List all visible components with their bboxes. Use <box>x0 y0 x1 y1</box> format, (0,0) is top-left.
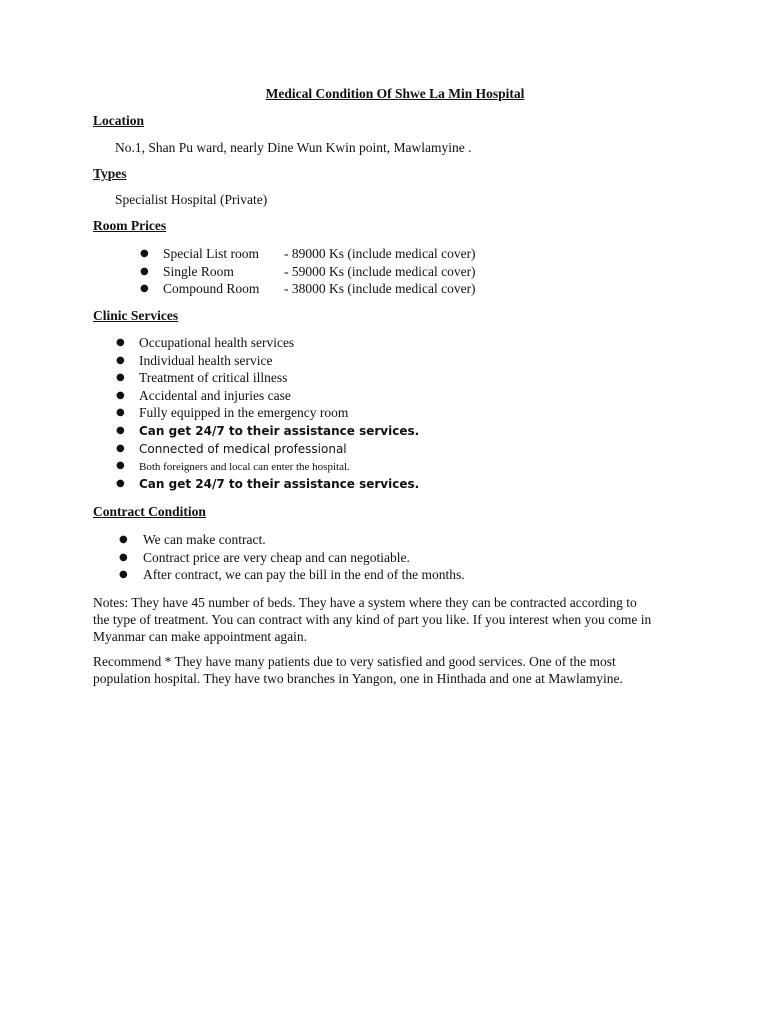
notes-paragraph: Notes: They have 45 number of beds. They have a system where they can be contracted according to the type of treatment. You can contract with any kind of part you like. If you interest when you come in Myanmar can make appointment again. <box>93 595 652 644</box>
list-item <box>116 387 419 405</box>
clinic-service-text: Occupational health services <box>139 335 295 350</box>
contract-condition-text: After contract, we can pay the bill in the end of the months. <box>143 567 465 583</box>
room-prices-heading: Room Prices <box>93 218 167 233</box>
contract-condition-text: We can make contract. <box>143 532 266 547</box>
room-prices-list <box>140 245 476 298</box>
contract-condition-text: Contract price are very cheap and can negotiable. <box>143 549 410 565</box>
types-heading: Types <box>93 166 127 181</box>
bullet-icon: ● <box>116 407 125 419</box>
bullet-icon: ● <box>116 460 125 472</box>
clinic-service-text: Can get 24/7 to their assistance services. <box>139 476 420 491</box>
room-name: Single Room <box>163 263 234 279</box>
clinic-service-text: Can get 24/7 to their assistance services. <box>139 423 420 438</box>
types-text: Specialist Hospital (Private) <box>115 192 268 207</box>
bullet-icon: ● <box>140 265 149 277</box>
bullet-icon: ● <box>116 337 125 348</box>
recommend-paragraph: Recommend * They have many patients due to very satisfied and good services. One of the most population hospital. They have two branches in Yangon, one in Hinthada and one at Mawlamyine. <box>93 654 623 686</box>
bullet-icon: ● <box>116 354 125 366</box>
list-item <box>119 566 465 584</box>
clinic-service-text: Connected of medical professional <box>139 441 347 456</box>
clinic-service-text: Accidental and injuries case <box>139 387 291 403</box>
clinic-service-text: Individual health service <box>139 352 273 368</box>
location-heading: Location <box>93 113 145 128</box>
list-item <box>116 334 419 352</box>
room-price: - 89000 Ks (include medical cover) <box>284 246 476 261</box>
bullet-icon: ● <box>119 551 128 563</box>
list-item <box>116 475 419 493</box>
room-price-item <box>140 245 476 263</box>
contract-condition-list <box>119 531 465 584</box>
room-price: - 38000 Ks (include medical cover) <box>284 281 476 297</box>
room-price: - 59000 Ks (include medical cover) <box>284 263 476 279</box>
contract-condition-heading: Contract Condition <box>93 504 206 519</box>
clinic-service-text: Fully equipped in the emergency room <box>139 405 349 421</box>
list-item <box>119 549 465 567</box>
room-name: Compound Room <box>163 281 260 297</box>
room-name: Special List room <box>163 246 259 261</box>
list-item <box>116 352 419 370</box>
bullet-icon: ● <box>140 283 149 295</box>
list-item <box>116 369 419 387</box>
list-item <box>116 422 419 440</box>
clinic-services-heading: Clinic Services <box>93 308 179 323</box>
clinic-services-list <box>116 334 419 492</box>
bullet-icon: ● <box>116 424 125 436</box>
bullet-icon: ● <box>116 477 125 489</box>
bullet-icon: ● <box>119 534 128 545</box>
list-item <box>116 440 419 458</box>
document-title: Medical Condition Of Shwe La Min Hospital <box>265 86 525 101</box>
bullet-icon: ● <box>116 389 125 401</box>
bullet-icon: ● <box>140 248 149 259</box>
list-item <box>116 457 419 475</box>
room-price-item <box>140 263 476 281</box>
bullet-icon: ● <box>116 442 125 454</box>
bullet-icon: ● <box>119 569 128 581</box>
list-item <box>119 531 465 549</box>
bullet-icon: ● <box>116 372 125 384</box>
room-price-item <box>140 280 476 298</box>
location-text: No.1, Shan Pu ward, nearly Dine Wun Kwin point, Mawlamyine . <box>115 140 472 155</box>
clinic-service-text: Both foreigners and local can enter the hospital. <box>139 461 350 474</box>
clinic-service-text: Treatment of critical illness <box>139 370 288 386</box>
list-item <box>116 404 419 422</box>
